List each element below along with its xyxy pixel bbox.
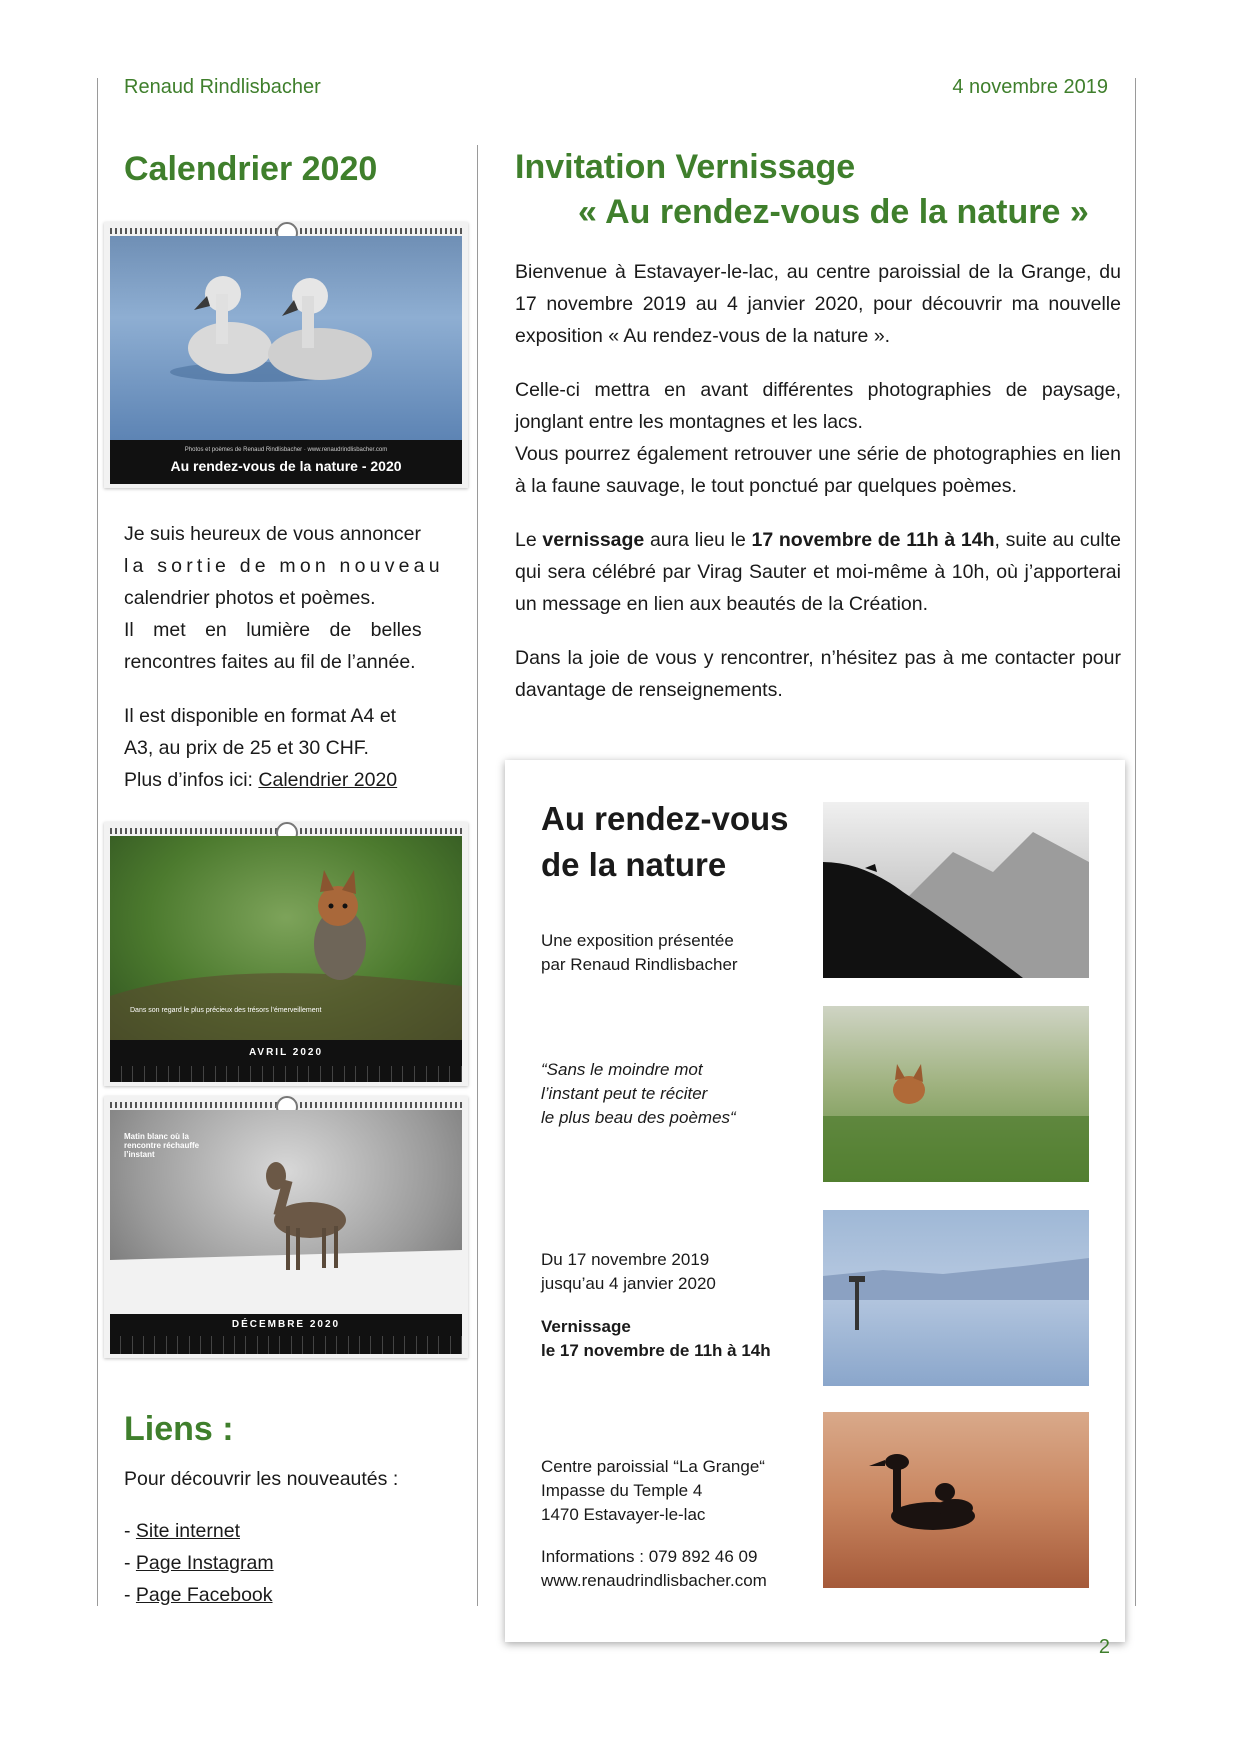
- roe-deer-photo: [110, 1110, 462, 1314]
- poster-subtitle-line-1: Une exposition présentée: [541, 931, 734, 950]
- poster-address-line-2: Impasse du Temple 4: [541, 1481, 703, 1500]
- poster-vernissage-line-2: le 17 novembre de 11h à 14h: [541, 1341, 771, 1360]
- links-title: Liens :: [124, 1410, 234, 1448]
- vernissage-text-3: , suite au culte qui sera célébré par Virag Sauter et moi-même à 10h, où j’apporterai un message en lien aux beautés de la Création.: [515, 529, 1122, 615]
- calendar-december-image: [104, 1096, 468, 1358]
- paragraph-welcome: Bienvenue à Estavayer-le-lac, au centre paroissial de la Grange, du 17 novembre 2019 au 4 janvier 2020, pour découvrir ma nouvelle exposition « Au rendez-vous de la nature ».: [515, 261, 1121, 347]
- poster-address: [541, 1455, 765, 1527]
- lake-landscape-photo: [823, 1210, 1089, 1386]
- exhibition-poster: [505, 760, 1125, 1642]
- fox-cub-photo: [110, 836, 462, 1040]
- fox-in-grass-illustration: [823, 1006, 1089, 1182]
- link-item-facebook: [124, 1579, 454, 1611]
- calendar-cover-band: [110, 440, 462, 484]
- site-internet-link[interactable]: Site internet: [135, 1520, 240, 1542]
- poster-dates-line-2: jusqu’au 4 janvier 2020: [541, 1274, 716, 1293]
- poster-address-line-3: 1470 Estavayer-le-lac: [541, 1505, 706, 1524]
- more-info-prefix: Plus d’infos ici:: [124, 769, 259, 791]
- list-bullet: -: [124, 1552, 136, 1574]
- fox-cub-illustration: [110, 836, 462, 1040]
- april-month-band: AVRIL 2020: [110, 1040, 462, 1066]
- announce-line-5: rencontres faites au fil de l’année.: [124, 651, 416, 673]
- vernissage-text-2: aura lieu le: [644, 529, 752, 551]
- poster-quote: [541, 1058, 736, 1130]
- calendar-april-image: [104, 822, 468, 1086]
- vernissage-text-1: Le: [515, 529, 543, 551]
- announce-line-4: Il met en lumière de belles: [124, 619, 422, 641]
- links-list: [124, 1515, 454, 1611]
- poster-phone: Informations : 079 892 46 09: [541, 1547, 758, 1566]
- poster-dates: [541, 1248, 716, 1296]
- list-bullet: -: [124, 1520, 136, 1542]
- column-divider: [477, 145, 478, 1606]
- more-info-line: [124, 764, 445, 796]
- facebook-link[interactable]: Page Facebook: [135, 1584, 273, 1606]
- header-author: Renaud Rindlisbacher: [124, 76, 321, 98]
- poster-quote-line-3: le plus beau des poèmes“: [541, 1108, 736, 1127]
- invitation-title: Invitation Vernissage: [515, 148, 856, 186]
- list-bullet: -: [124, 1584, 136, 1606]
- calendar-cover-credit: Photos et poèmes de Renaud Rindlisbacher · www.renaudrindlisbacher.com: [184, 447, 388, 453]
- vernissage-word: vernissage: [542, 529, 645, 551]
- instagram-link[interactable]: Page Instagram: [135, 1552, 274, 1574]
- calendar-announcement: [124, 518, 445, 796]
- april-poem: Dans son regard le plus précieux des trésors l’émerveillement: [130, 1007, 322, 1014]
- december-poem: Matin blanc où la rencontre réchauffe l’instant: [124, 1132, 200, 1159]
- link-item-instagram: [124, 1547, 454, 1579]
- paragraph-vernissage: [515, 524, 1121, 620]
- poster-subtitle: [541, 929, 738, 977]
- swans-illustration: [110, 236, 462, 440]
- april-day-grid: [110, 1066, 462, 1082]
- calendar-cover-caption: Au rendez-vous de la nature - 2020: [170, 458, 402, 474]
- lake-illustration: [823, 1210, 1089, 1386]
- invitation-text: [515, 256, 1121, 728]
- header-date: 4 novembre 2019: [952, 76, 1108, 98]
- poster-vernissage-line-1: Vernissage: [541, 1317, 631, 1336]
- poster-title-line-2: de la nature: [541, 846, 727, 883]
- paragraph-content-b: Vous pourrez également retrouver une série de photographies en lien à la faune sauvage, le tout ponctué par quelques poèmes.: [515, 443, 1121, 497]
- poster-title-line-1: Au rendez-vous: [541, 800, 789, 837]
- poster-quote-line-1: “Sans le moindre mot: [541, 1060, 703, 1079]
- poster-dates-line-1: Du 17 novembre 2019: [541, 1250, 710, 1269]
- poster-website: www.renaudrindlisbacher.com: [541, 1571, 767, 1590]
- december-day-grid: [110, 1336, 462, 1354]
- poster-address-line-1: Centre paroissial “La Grange“: [541, 1457, 765, 1476]
- poster-quote-line-2: l’instant peut te réciter: [541, 1084, 708, 1103]
- availability-line-2: A3, au prix de 25 et 30 CHF.: [124, 737, 369, 759]
- swans-photo: [110, 236, 462, 440]
- availability-line-1: Il est disponible en format A4 et: [124, 705, 397, 727]
- grebe-silhouette: [823, 1412, 1089, 1588]
- poster-title: [541, 796, 789, 888]
- paragraph-content-a: Celle-ci mettra en avant différentes photographies de paysage, jonglant entre les montagnes et les lacs.: [515, 379, 1121, 433]
- page-number: 2: [1098, 1636, 1110, 1658]
- exhibition-title: « Au rendez-vous de la nature »: [578, 193, 1089, 231]
- announce-line-2: la sortie de mon nouveau: [124, 555, 444, 577]
- announce-line-1: Je suis heureux de vous annoncer: [124, 523, 422, 545]
- mountain-chamois-photo: [823, 802, 1089, 978]
- announce-line-3: calendrier photos et poèmes.: [124, 587, 376, 609]
- left-margin-rule: [97, 78, 98, 1606]
- links-intro: Pour découvrir les nouveautés :: [124, 1468, 399, 1490]
- december-month-band: DÉCEMBRE 2020: [110, 1314, 462, 1336]
- fox-in-grass-photo: [823, 1006, 1089, 1182]
- poster-vernissage: [541, 1315, 771, 1363]
- calendar-cover-image: [104, 222, 468, 488]
- link-item-site: [124, 1515, 454, 1547]
- right-margin-rule: [1135, 78, 1136, 1606]
- poster-subtitle-line-2: par Renaud Rindlisbacher: [541, 955, 738, 974]
- calendar-title: Calendrier 2020: [124, 150, 378, 188]
- calendar-2020-link[interactable]: Calendrier 2020: [258, 769, 398, 791]
- poster-info: [541, 1545, 767, 1593]
- vernissage-date: 17 novembre de 11h à 14h: [751, 529, 995, 551]
- grebe-sunset-photo: [823, 1412, 1089, 1588]
- mountain-silhouette: [823, 802, 1089, 978]
- paragraph-closing: Dans la joie de vous y rencontrer, n’hésitez pas à me contacter pour davantage de renseignements.: [515, 647, 1121, 701]
